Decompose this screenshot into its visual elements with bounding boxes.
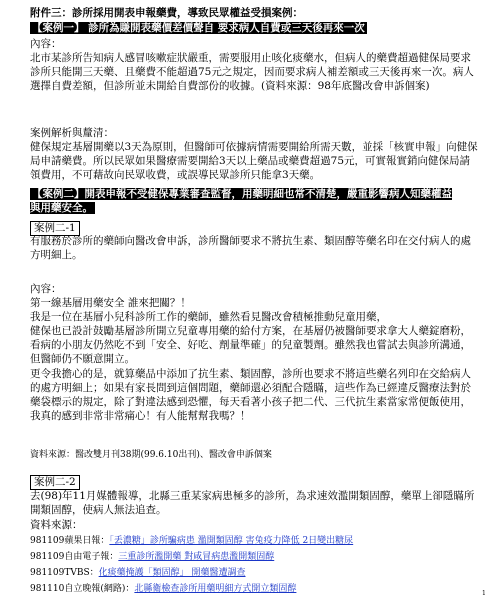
case2-1-content-label: 內容： xyxy=(30,283,62,295)
case2-1-content: 有服務於診所的藥師向醫改會申訴，診所醫師要求不將抗生素、類固醇等藥名印在交付病人的處方明細上。 xyxy=(30,235,471,261)
news-link[interactable]: 三重診所濫開藥 對咸冒病患濫開類固醇 xyxy=(118,552,275,562)
case2-1-p4: 更令我擔心的是，就算藥品中添加了抗生素、類固醇，診所也要求不將這些藥名列印在交給病人的處方明細上；如果有家長問到這個問題，藥師還必須配合隱瞞，這些作為已經違反醫療法對於藥袋標示的規定，除了對違法感到恐懼，每天看著小孩子把二代、三代抗生素當家常便飯使用，我真的感到非常非常痛心！有人能幫幫我嗎？！ xyxy=(30,368,471,422)
case2-1-p2: 我是一位在基層小兒科診所工作的藥師，雖然看見醫改會積極推動兒童用藥， xyxy=(30,311,387,323)
page-mark: 1 xyxy=(482,590,486,597)
case1-content: 北市某診所告知病人感冒咳嗽症狀嚴重，需要服用止咳化痰藥水，但病人的藥費超過健保局要求診所只能開三天藥、且藥費不能超過75元之規定，因而要求病人補差額或三天後再來一次。病人選擇自費差額，但診所並未開給自費部份的收據。(資料來源：98年底醫改會申訴個案) xyxy=(30,52,474,92)
news-date: 981109蘋果日報： xyxy=(30,536,110,546)
case2-1-source: 資料來源：醫改雙月刊38期(99.6.10出刊)、醫改會申訴個案 xyxy=(30,450,272,460)
news-item xyxy=(30,582,478,596)
case2-1-p1: 第一線基層用藥安全 誰來把關？！ xyxy=(30,297,191,309)
news-item xyxy=(30,534,478,548)
case2-1-label: 案例二-1 xyxy=(30,221,80,236)
news-item xyxy=(30,566,478,580)
case1-content-label: 內容： xyxy=(30,38,62,50)
news-date: 981110自立晚報(網路)： xyxy=(30,584,135,594)
case1-analysis: 健保規定基層開藥以3天為原則，但醫師可依據病情需要開給所需天數，並採「核實申報」向健保局申請藥費。所以民眾如果醫療需要開給3天以上藥品或藥費超過75元，可實報實銷向健保局請領費用，不可藉故向民眾收費，或誤導民眾診所只能拿3天藥。 xyxy=(30,141,478,181)
news-link[interactable]: 「丢濃糖」診所騙病患 濫開類固醇 害兔疫力降低 2日變出糖尿 xyxy=(109,536,354,546)
news-date: 981109自由電子報： xyxy=(30,552,119,562)
news-link[interactable]: 北縣衛檢查診所用藥明細方式開立類固醇 xyxy=(134,584,297,594)
case2-2-source-label: 資料來源： xyxy=(30,519,83,531)
news-link[interactable]: 化痰藥掩護「類固醇」 開藥醫遭調查 xyxy=(98,568,246,578)
case1-heading xyxy=(30,21,460,35)
case1-heading-text: 【案例一】 診所為賺開表藥價差價聲自 要求病人自費或三天後再來一次 xyxy=(32,22,365,34)
page-title: 附件三：診所採用開表申報藥費，導致民眾權益受損案例： xyxy=(30,7,303,19)
case2-heading xyxy=(30,187,460,215)
case2-2-content: 去(98)年11月媒體報導，北縣三重某家病患極多的診所，為求速效濫開類固醇，藥單上卻隱瞞所開類固醇，使病人無法追查。 xyxy=(30,490,475,516)
news-date: 981109TVBS： xyxy=(30,568,99,578)
case2-2-label: 案例二-2 xyxy=(30,475,80,490)
news-item xyxy=(30,550,478,564)
case2-heading-text: 【案例二】開表申報不受健保專業審查監督，用藥明細也常不清楚，嚴重影響病人知藥權益與用藥安全。 xyxy=(30,188,452,214)
case2-1-p3: 健保也已設計鼓勵基層診所開立兒童專用藥的給付方案，在基層仍被醫師要求拿大人藥錠磨粉，看病的小朋友仍然吃不到「安全、好吃、劑量準確」的兒童製劑。雖然我也嘗試去與診所溝通，但醫師仍不願意開立。 xyxy=(30,325,471,365)
case1-analysis-label: 案例解析與釐清： xyxy=(30,127,114,139)
